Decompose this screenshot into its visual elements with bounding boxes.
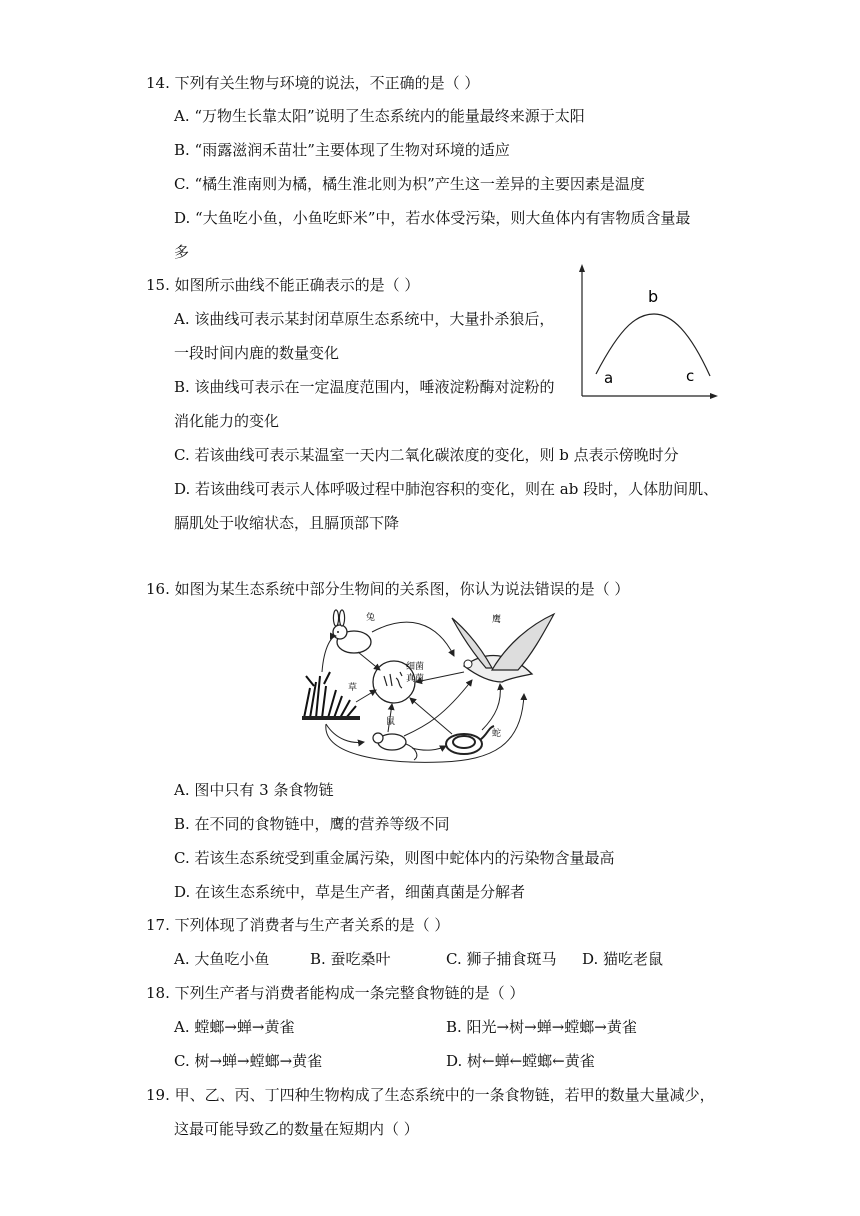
q15-option-b-cont: 消化能力的变化 (174, 412, 280, 430)
q16-option-b: B. 在不同的食物链中，鹰的营养等级不同 (174, 815, 450, 833)
q18-option-d: D. 树←蝉←螳螂←黄雀 (446, 1052, 595, 1070)
eagle-icon (452, 614, 554, 682)
q19-stem-cont: 这最可能导致乙的数量在短期内（ ） (174, 1120, 419, 1138)
q16-option-c: C. 若该生态系统受到重金属污染，则图中蛇体内的污染物含量最高 (174, 849, 615, 867)
label-eagle: 鹰 (492, 615, 502, 625)
q14-stem: 14. 下列有关生物与环境的说法，不正确的是（ ） (146, 74, 480, 92)
q15-stem: 15. 如图所示曲线不能正确表示的是（ ） (146, 276, 420, 294)
q15-option-d: D. 若该曲线可表示人体呼吸过程中肺泡容积的变化，则在 ab 段时，人体肋间肌、 (174, 480, 719, 498)
q14-option-d-cont: 多 (174, 243, 190, 261)
grass-icon (304, 672, 356, 718)
q17-stem: 17. 下列体现了消费者与生产者关系的是（ ） (146, 916, 450, 934)
label-decomposer-1: 细菌 (406, 662, 425, 672)
label-snake: 蛇 (492, 729, 502, 739)
q14-option-c: C. “橘生淮南则为橘，橘生淮北则为枳”产生这一差异的主要因素是温度 (174, 175, 645, 193)
q17-option-b: B. 蚕吃桑叶 (310, 950, 391, 968)
q16-option-d: D. 在该生态系统中，草是生产者，细菌真菌是分解者 (174, 883, 526, 901)
q14-option-a: A. “万物生长靠太阳”说明了生态系统内的能量最终来源于太阳 (174, 107, 585, 125)
q18-option-a: A. 螳螂→蝉→黄雀 (174, 1018, 295, 1036)
q16-food-web-figure (296, 606, 560, 768)
q15-curve-graph (572, 262, 722, 404)
q15-option-b: B. 该曲线可表示在一定温度范围内，唾液淀粉酶对淀粉的 (174, 378, 555, 396)
mouse-icon (373, 733, 417, 760)
q15-option-c: C. 若该曲线可表示某温室一天内二氧化碳浓度的变化，则 b 点表示傍晚时分 (174, 446, 679, 464)
y-axis-arrow (579, 264, 585, 272)
q19-stem: 19. 甲、乙、丙、丁四种生物构成了生态系统中的一条食物链，若甲的数量大量减少， (146, 1086, 715, 1104)
label-decomposer-2: 真菌 (406, 674, 425, 684)
q15-option-a-cont: 一段时间内鹿的数量变化 (174, 344, 340, 362)
q18-option-c: C. 树→蝉→螳螂→黄雀 (174, 1052, 323, 1070)
q18-stem: 18. 下列生产者与消费者能构成一条完整食物链的是（ ） (146, 984, 525, 1002)
q17-option-c: C. 狮子捕食斑马 (446, 950, 557, 968)
q16-option-a: A. 图中只有 3 条食物链 (174, 781, 334, 799)
x-axis-arrow (710, 393, 718, 399)
label-a: a (604, 369, 614, 387)
label-c: c (686, 367, 695, 385)
ground (302, 716, 360, 720)
q15-option-d-cont: 膈肌处于收缩状态，且膈顶部下降 (174, 514, 400, 532)
q15-option-a: A. 该曲线可表示某封闭草原生态系统中，大量扑杀狼后， (174, 310, 555, 328)
q14-option-d: D. “大鱼吃小鱼，小鱼吃虾米”中，若水体受污染，则大鱼体内有害物质含量最 (174, 209, 691, 227)
label-grass: 草 (348, 683, 358, 693)
label-b: b (648, 287, 659, 306)
snake-icon (446, 726, 494, 754)
q16-stem: 16. 如图为某生态系统中部分生物间的关系图，你认为说法错误的是（ ） (146, 580, 630, 598)
label-rabbit: 兔 (366, 613, 376, 623)
q14-option-b: B. “雨露滋润禾苗壮”主要体现了生物对环境的适应 (174, 141, 510, 159)
q17-option-d: D. 猫吃老鼠 (582, 950, 664, 968)
q17-option-a: A. 大鱼吃小鱼 (174, 950, 270, 968)
label-mouse: 鼠 (386, 717, 396, 727)
q18-option-b: B. 阳光→树→蝉→螳螂→黄雀 (446, 1018, 637, 1036)
